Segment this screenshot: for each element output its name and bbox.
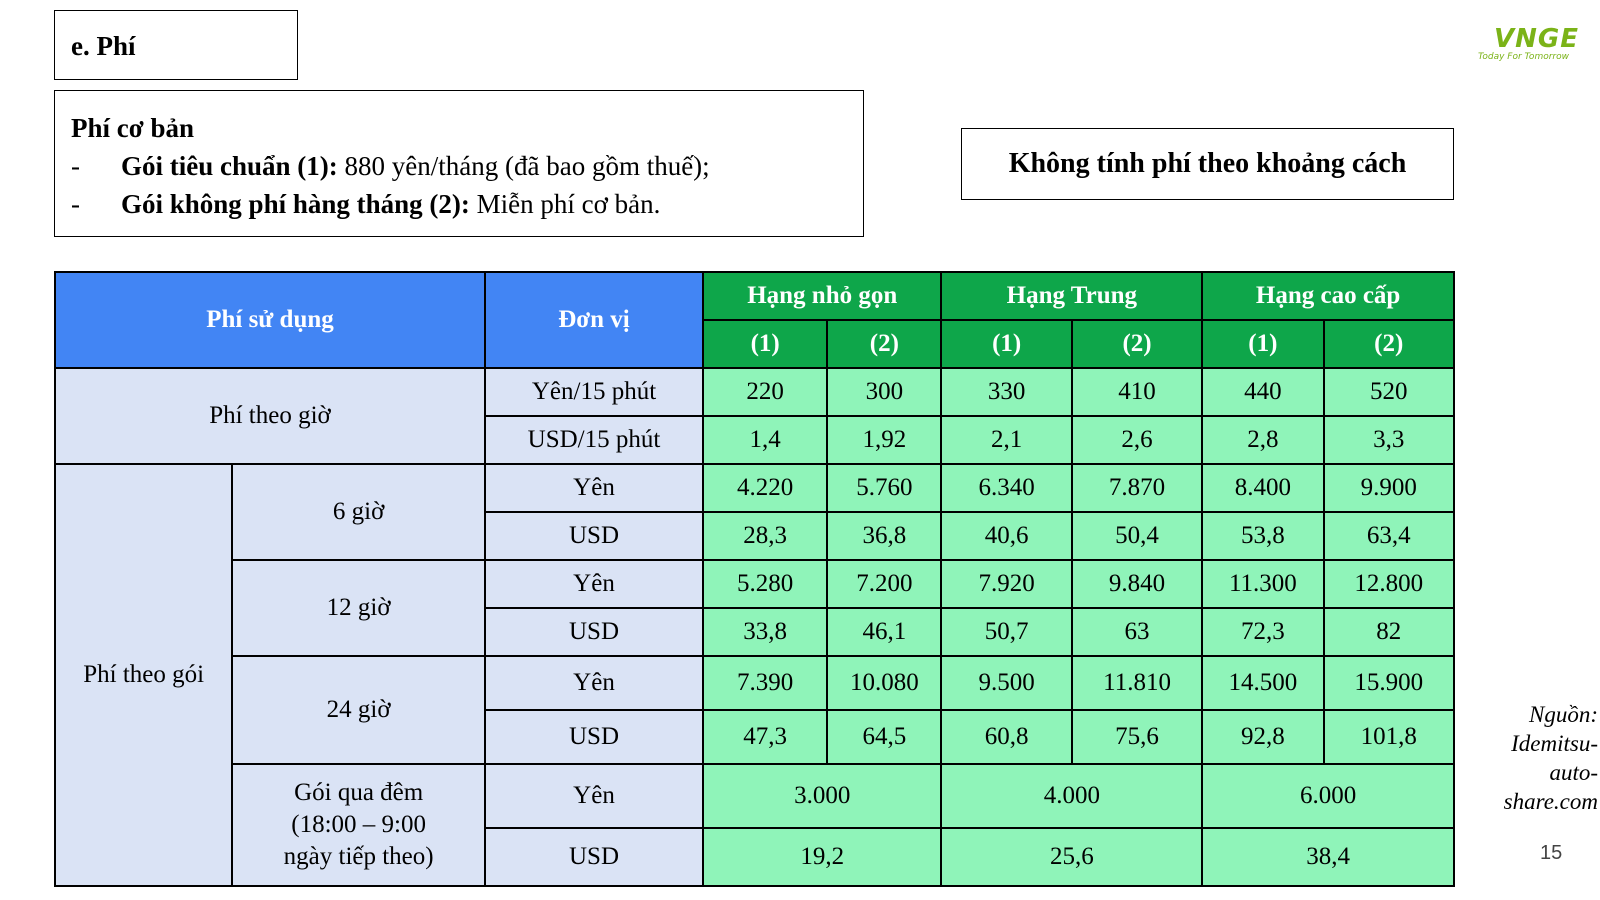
value-cell: 440 <box>1202 368 1323 416</box>
value-cell: 63 <box>1072 608 1202 656</box>
value-cell: 9.900 <box>1324 464 1455 512</box>
header-class-compact: Hạng nhỏ gọn <box>703 272 941 320</box>
hourly-fee-label: Phí theo giờ <box>55 368 485 464</box>
value-cell: 82 <box>1324 608 1455 656</box>
value-cell: 92,8 <box>1202 710 1323 764</box>
basic-fee-item-no-monthly <box>71 185 863 223</box>
value-cell: 28,3 <box>703 512 827 560</box>
table-row <box>55 560 1454 608</box>
value-cell: 2,6 <box>1072 416 1202 464</box>
value-cell: 60,8 <box>941 710 1071 764</box>
value-cell: 9.500 <box>941 656 1071 710</box>
header-unit: Đơn vị <box>485 272 703 368</box>
value-cell: 15.900 <box>1324 656 1455 710</box>
header-plan-2: (2) <box>1072 320 1202 368</box>
value-cell: 36,8 <box>827 512 941 560</box>
overnight-label-line: (18:00 – 9:00 <box>291 811 426 838</box>
header-class-premium: Hạng cao cấp <box>1202 272 1454 320</box>
package-duration-label: 6 giờ <box>232 464 485 560</box>
unit-cell: Yên <box>485 656 703 710</box>
value-cell: 14.500 <box>1202 656 1323 710</box>
header-class-medium: Hạng Trung <box>941 272 1202 320</box>
value-cell: 7.920 <box>941 560 1071 608</box>
table-row <box>55 368 1454 416</box>
logo-tagline: Today For Tomorrow <box>1478 52 1569 62</box>
value-cell: 47,3 <box>703 710 827 764</box>
value-cell: 64,5 <box>827 710 941 764</box>
basic-fee-heading: Phí cơ bản <box>71 113 194 143</box>
value-cell: 5.280 <box>703 560 827 608</box>
table-row <box>55 464 1454 512</box>
value-cell: 5.760 <box>827 464 941 512</box>
header-row-classes <box>55 272 1454 320</box>
value-cell: 63,4 <box>1324 512 1455 560</box>
value-cell: 3.000 <box>703 764 941 828</box>
value-cell: 6.340 <box>941 464 1071 512</box>
value-cell: 220 <box>703 368 827 416</box>
source-note <box>1478 700 1598 816</box>
basic-fee-text: 880 yên/tháng (đã bao gồm thuế); <box>337 151 710 181</box>
bullet-dash: - <box>71 189 80 219</box>
header-plan-2: (2) <box>1324 320 1455 368</box>
unit-cell: USD <box>485 828 703 886</box>
value-cell: 4.220 <box>703 464 827 512</box>
value-cell: 410 <box>1072 368 1202 416</box>
unit-cell: USD <box>485 512 703 560</box>
page-number: 15 <box>1540 842 1563 864</box>
value-cell: 9.840 <box>1072 560 1202 608</box>
section-title-text: e. Phí <box>71 31 136 61</box>
header-plan-1: (1) <box>941 320 1071 368</box>
bullet-dash: - <box>71 151 80 181</box>
package-duration-label: 24 giờ <box>232 656 485 764</box>
unit-cell: Yên <box>485 560 703 608</box>
fee-table <box>54 271 1455 887</box>
value-cell: 25,6 <box>941 828 1202 886</box>
header-plan-2: (2) <box>827 320 941 368</box>
header-usage-fee: Phí sử dụng <box>55 272 485 368</box>
source-line: share.com <box>1503 789 1598 814</box>
value-cell: 8.400 <box>1202 464 1323 512</box>
company-logo <box>1478 24 1600 74</box>
value-cell: 1,92 <box>827 416 941 464</box>
overnight-label-line: Gói qua đêm <box>294 779 424 806</box>
value-cell: 11.300 <box>1202 560 1323 608</box>
distance-note-box <box>961 128 1454 200</box>
basic-fee-label: Gói không phí hàng tháng (2): <box>121 189 470 219</box>
unit-cell: USD <box>485 710 703 764</box>
unit-cell: Yên <box>485 764 703 828</box>
table-row <box>55 764 1454 828</box>
value-cell: 330 <box>941 368 1071 416</box>
unit-cell: USD <box>485 608 703 656</box>
unit-cell: USD/15 phút <box>485 416 703 464</box>
distance-note-text: Không tính phí theo khoảng cách <box>1008 148 1407 179</box>
value-cell: 12.800 <box>1324 560 1455 608</box>
value-cell: 7.390 <box>703 656 827 710</box>
unit-cell: Yên <box>485 464 703 512</box>
package-fee-label: Phí theo gói <box>55 464 232 886</box>
value-cell: 4.000 <box>941 764 1202 828</box>
value-cell: 7.200 <box>827 560 941 608</box>
value-cell: 1,4 <box>703 416 827 464</box>
value-cell: 40,6 <box>941 512 1071 560</box>
section-title <box>54 10 298 80</box>
table-row <box>55 656 1454 710</box>
value-cell: 6.000 <box>1202 764 1454 828</box>
basic-fee-text: Miễn phí cơ bản. <box>469 189 661 219</box>
package-duration-label: 12 giờ <box>232 560 485 656</box>
basic-fee-item-standard <box>71 147 863 185</box>
value-cell: 50,7 <box>941 608 1071 656</box>
value-cell: 50,4 <box>1072 512 1202 560</box>
value-cell: 72,3 <box>1202 608 1323 656</box>
source-line: Nguồn: <box>1529 702 1598 727</box>
overnight-label-line: ngày tiếp theo) <box>283 843 434 870</box>
value-cell: 11.810 <box>1072 656 1202 710</box>
header-plan-1: (1) <box>703 320 827 368</box>
value-cell: 520 <box>1324 368 1455 416</box>
basic-fee-label: Gói tiêu chuẩn (1): <box>121 151 338 181</box>
value-cell: 19,2 <box>703 828 941 886</box>
value-cell: 3,3 <box>1324 416 1455 464</box>
source-line: auto- <box>1549 760 1598 785</box>
overnight-package-label <box>232 764 485 886</box>
basic-fee-box <box>54 90 864 237</box>
value-cell: 2,8 <box>1202 416 1323 464</box>
unit-cell: Yên/15 phút <box>485 368 703 416</box>
value-cell: 2,1 <box>941 416 1071 464</box>
value-cell: 10.080 <box>827 656 941 710</box>
value-cell: 300 <box>827 368 941 416</box>
value-cell: 75,6 <box>1072 710 1202 764</box>
value-cell: 7.870 <box>1072 464 1202 512</box>
value-cell: 46,1 <box>827 608 941 656</box>
header-plan-1: (1) <box>1202 320 1323 368</box>
value-cell: 38,4 <box>1202 828 1454 886</box>
value-cell: 33,8 <box>703 608 827 656</box>
source-line: Idemitsu- <box>1511 731 1598 756</box>
value-cell: 101,8 <box>1324 710 1455 764</box>
logo-mark: VNGE <box>1494 24 1579 54</box>
value-cell: 53,8 <box>1202 512 1323 560</box>
